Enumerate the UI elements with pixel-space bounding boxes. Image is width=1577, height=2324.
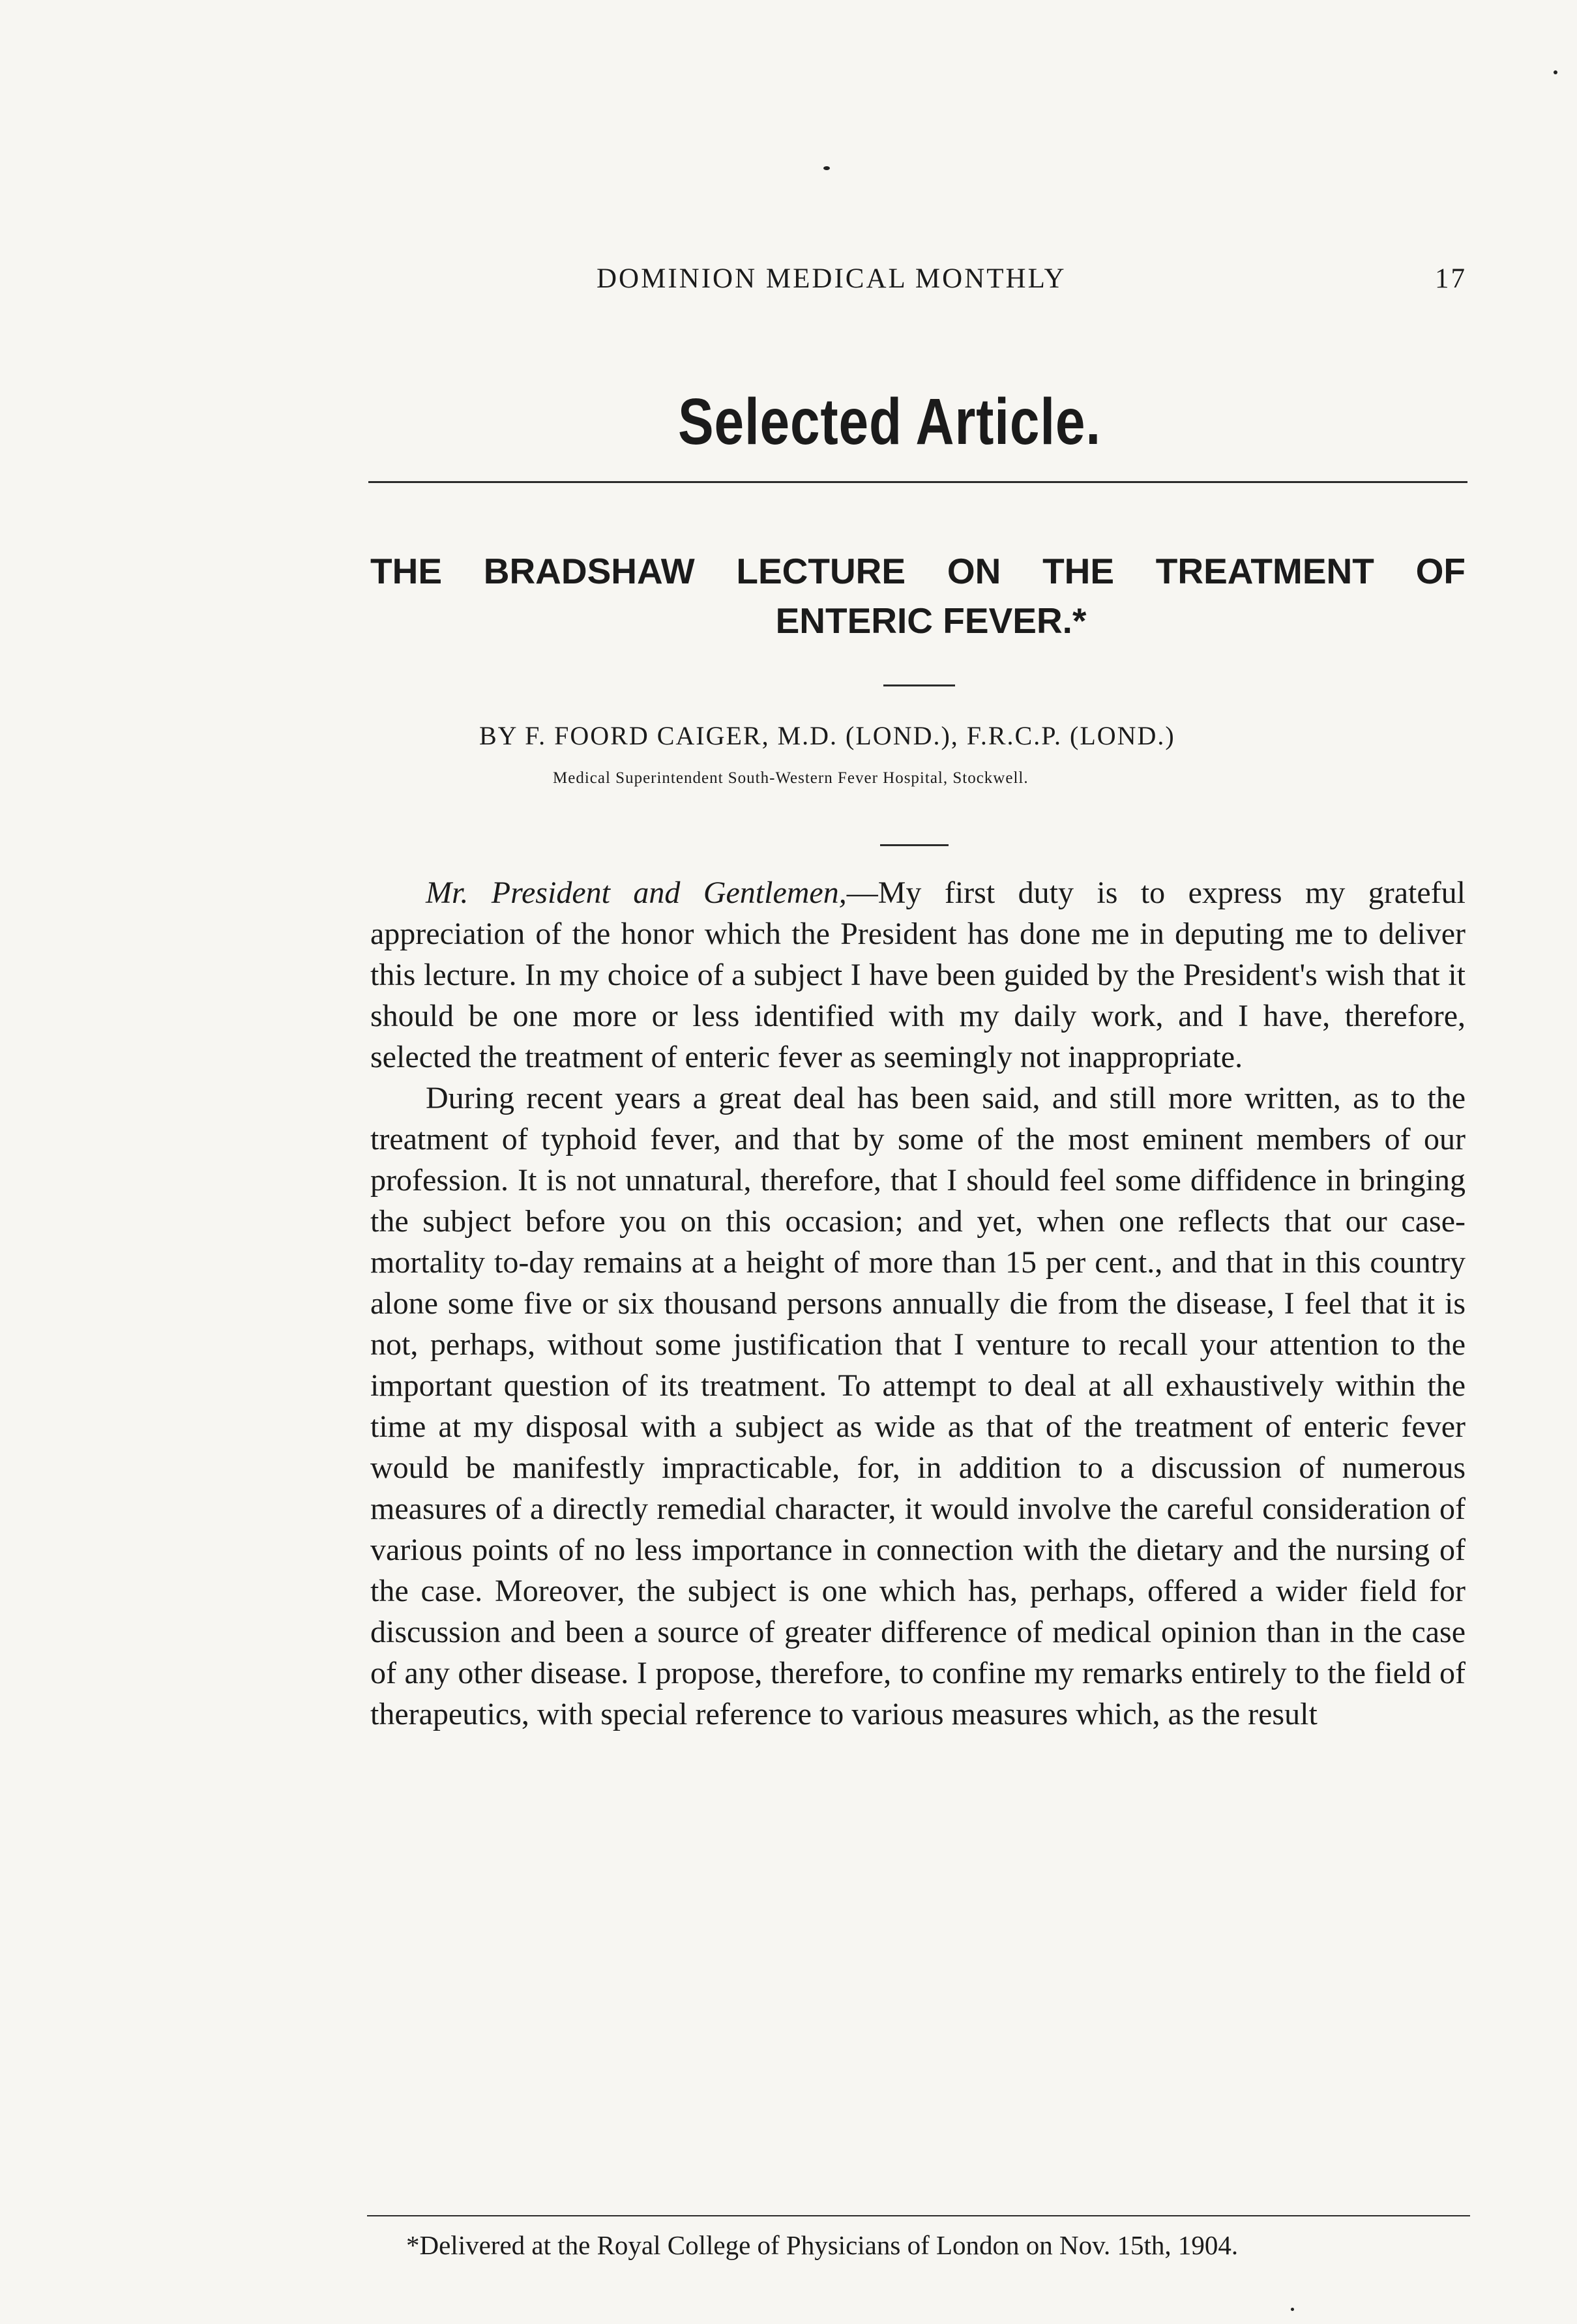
title-word: TREATMENT — [1155, 551, 1374, 591]
title-word: BRADSHAW — [483, 551, 695, 591]
paragraph: During recent years a great deal has been said, and still more written, as to the treatment of typhoid fever, and that by some of the most eminent members of our profession. It is not unnatural, therefore, that I should feel some diffidence in bringing the subject before you on this occasion; and yet, when one reflects that our case-mortality to-day remains at a height of more than 15 per cent., and that in this country alone some five or six thousand persons annually die from the disease, I feel that it is not, perhaps, without some justification that I venture to recall your attention to the important question of its treatment. To attempt to deal at all exhaustively within the time at my disposal with a subject as wide as that of the treatment of enteric fever would be manifestly impracticable, for, in addition to a discussion of numerous measures of a directly remedial character, it would involve the careful consideration of various points of no less importance in connection with the dietary and the nursing of the case. Moreover, the subject is one which has, perhaps, offered a wider field for discussion and been a source of greater difference of medical opinion than in the case of any other disease. I propose, therefore, to confine my remarks entirely to the field of therapeutics, with special reference to various measures which, as the result — [370, 1081, 1466, 1731]
article-title-line-2: ENTERIC FEVER.* — [775, 600, 1087, 641]
paragraph-text: —My first duty is to express my grateful appreciation of the honor which the President has done me in deputing me to deliver this lecture. In my choice of a subject I have been guided by the President's wish that it should be one more or less identified with my daily work, and I have, therefore, selected the treatment of enteric fever as seemingly not inappropriate. — [370, 875, 1466, 1074]
byline-divider — [880, 844, 949, 846]
print-speck — [823, 166, 830, 170]
page-header — [365, 263, 1467, 302]
title-word: THE — [370, 551, 442, 591]
title-divider — [883, 684, 955, 686]
print-speck — [1554, 70, 1557, 74]
article-title-line-1 — [370, 546, 1466, 596]
title-word: LECTURE — [736, 551, 906, 591]
article-title — [370, 546, 1466, 645]
title-word: THE — [1042, 551, 1115, 591]
salutation: Mr. President and Gentlemen, — [426, 875, 847, 910]
author-byline: BY F. FOORD CAIGER, M.D. (LOND.), F.R.C.P. (LOND.) — [479, 721, 1175, 750]
title-word: ON — [947, 551, 1001, 591]
paragraph — [370, 872, 1466, 1078]
section-title: Selected Article. — [678, 385, 1101, 458]
page-number: 17 — [1435, 263, 1467, 294]
running-title: DOMINION MEDICAL MONTHLY — [597, 263, 1067, 294]
author-affiliation: Medical Superintendent South-Western Fever Hospital, Stockwell. — [553, 769, 1029, 787]
article-body — [370, 872, 1466, 1735]
print-speck — [1291, 2308, 1294, 2311]
footnote-divider — [367, 2215, 1470, 2216]
footnote-text: *Delivered at the Royal College of Physicians of London on Nov. 15th, 1904. — [406, 2230, 1239, 2260]
section-divider — [368, 481, 1467, 483]
title-word: OF — [1415, 551, 1466, 591]
footnote — [370, 2228, 1466, 2262]
